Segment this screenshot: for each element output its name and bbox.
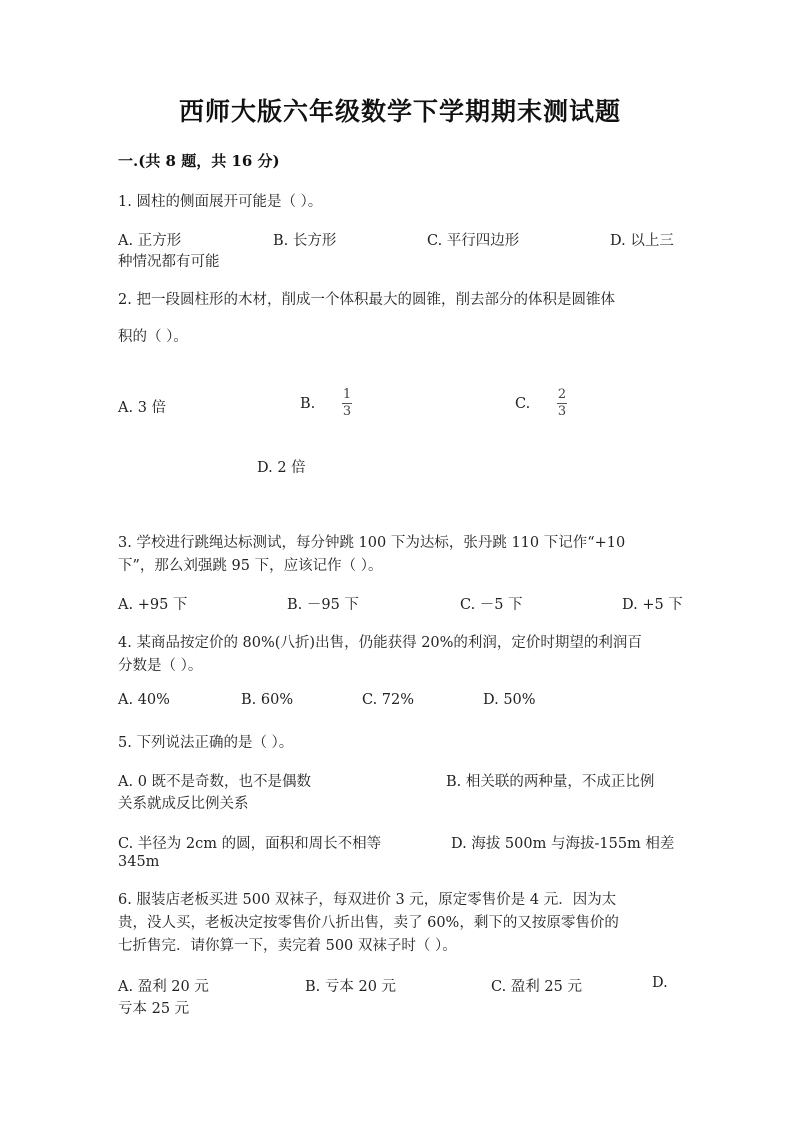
q6-stem-line-3: 七折售完．请你算一下，卖完着 500 双袜子时（ ）。 <box>118 938 457 954</box>
q3-stem-line-1: 3. 学校进行跳绳达标测试，每分钟跳 100 下为达标，张丹跳 110 下记作“+10 <box>118 535 626 551</box>
q6-option-d: D. <box>652 975 668 991</box>
fraction-denominator: 3 <box>342 404 352 419</box>
q5-option-c: C. 半径为 2cm 的圆，面积和周长不相等 <box>118 836 382 852</box>
q2-stem-line-1: 2. 把一段圆柱形的木材，削成一个体积最大的圆锥，削去部分的体积是圆锥体 <box>118 292 615 308</box>
q5-option-b: B. 相关联的两种量，不成正比例 <box>446 774 655 790</box>
q6-stem-line-1: 6. 服装店老板买进 500 双袜子，每双进价 3 元，原定零售价是 4 元．因为太 <box>118 892 617 908</box>
q2-option-c-fraction <box>557 388 567 419</box>
q5-option-d-continued: 345m <box>118 854 160 870</box>
q5-option-d: D. 海拔 500m 与海拔-155m 相差 <box>451 836 675 852</box>
q3-option-a: A. +95 下 <box>118 597 188 613</box>
q5-option-a: A. 0 既不是奇数，也不是偶数 <box>118 774 312 790</box>
q2-option-c: C. <box>515 396 531 412</box>
q1-stem: 1. 圆柱的侧面展开可能是（ ）。 <box>118 194 323 210</box>
q3-stem-line-2: 下”，那么刘强跳 95 下，应该记作（ ）。 <box>118 558 383 574</box>
q6-stem-line-2: 贵，没人买，老板决定按零售价八折出售，卖了 60%，剩下的又按原零售价的 <box>118 915 619 931</box>
q4-option-b: B. 60% <box>241 692 294 708</box>
q4-option-a: A. 40% <box>118 692 170 708</box>
q5-option-b-continued: 关系就成反比例关系 <box>118 796 249 812</box>
q1-option-d-continued: 种情况都有可能 <box>118 254 220 270</box>
q4-stem-line-1: 4. 某商品按定价的 80%(八折)出售，仍能获得 20%的利润，定价时期望的利润百 <box>118 635 642 651</box>
q2-option-d: D. 2 倍 <box>257 460 306 476</box>
q3-option-d: D. +5 下 <box>622 597 683 613</box>
fraction-numerator: 1 <box>342 387 352 402</box>
q2-stem-line-2: 积的（ ）。 <box>118 329 188 345</box>
q2-option-a: A. 3 倍 <box>118 400 167 416</box>
fraction-denominator: 3 <box>557 404 567 419</box>
fraction-numerator: 2 <box>557 387 567 402</box>
q1-option-a: A. 正方形 <box>118 233 182 249</box>
q6-option-d-continued: 亏本 25 元 <box>118 1001 190 1017</box>
q2-option-b: B. <box>300 396 316 412</box>
q6-option-c: C. 盈利 25 元 <box>491 979 582 995</box>
exam-title: 西师大版六年级数学下学期期末测试题 <box>178 97 621 126</box>
q5-stem: 5. 下列说法正确的是（ ）。 <box>118 735 294 751</box>
q4-stem-line-2: 分数是（ ）。 <box>118 658 203 674</box>
q3-option-b: B. －95 下 <box>287 597 359 613</box>
q2-option-b-fraction <box>342 388 352 419</box>
q4-option-c: C. 72% <box>362 692 415 708</box>
q1-option-d: D. 以上三 <box>610 233 674 249</box>
q6-option-a: A. 盈利 20 元 <box>118 979 209 995</box>
q6-option-b: B. 亏本 20 元 <box>305 979 397 995</box>
q1-option-c: C. 平行四边形 <box>427 233 520 249</box>
section-header: 一.(共 8 题，共 16 分) <box>118 152 280 170</box>
q3-option-c: C. －5 下 <box>460 597 523 613</box>
q1-option-b: B. 长方形 <box>273 233 337 249</box>
q4-option-d: D. 50% <box>483 692 536 708</box>
